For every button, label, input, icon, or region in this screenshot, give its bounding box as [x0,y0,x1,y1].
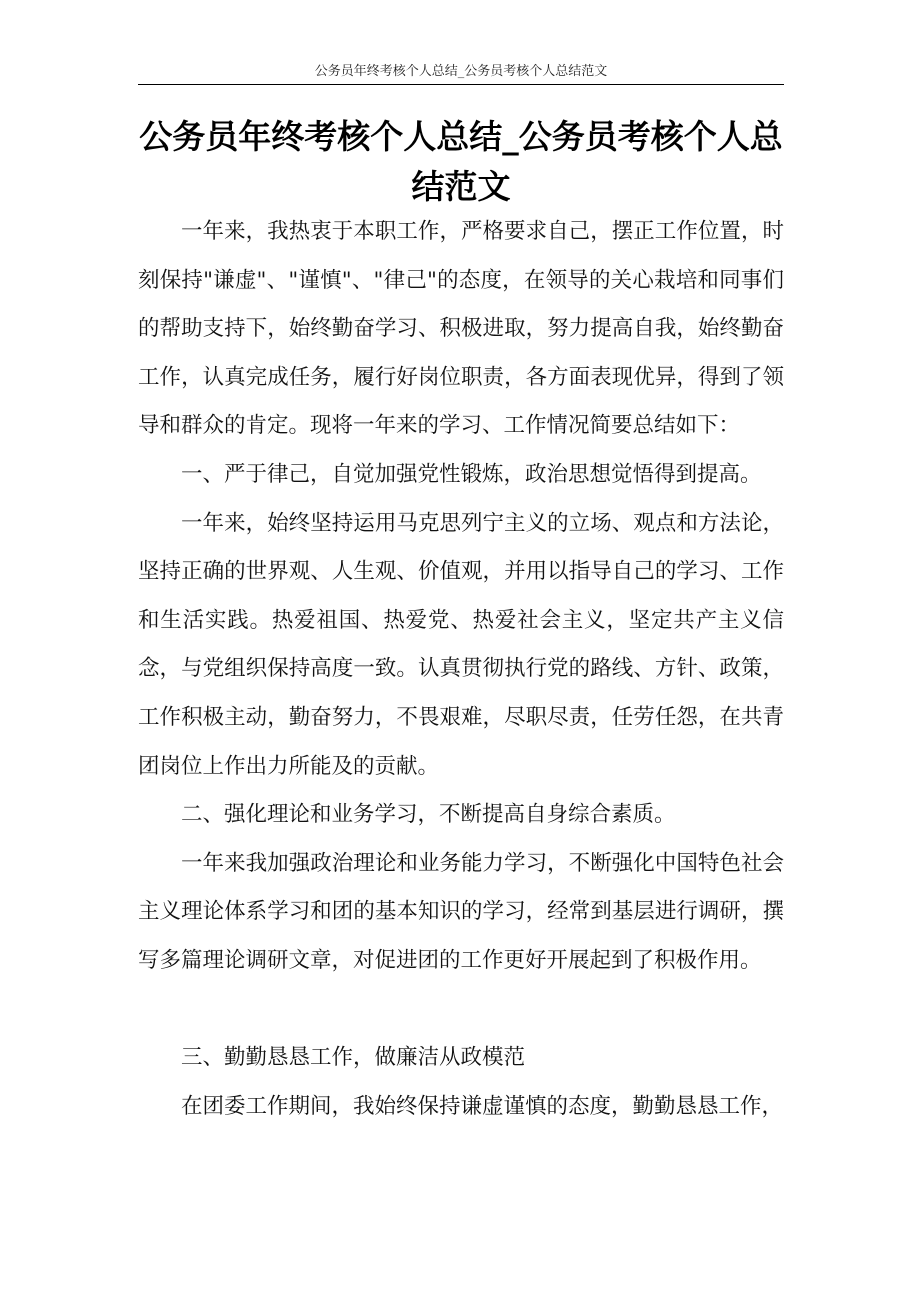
running-header: 公务员年终考核个人总结_公务员考核个人总结范文 [314,64,608,79]
intro-paragraph: 一年来，我热衷于本职工作，严格要求自己，摆正工作位置，时刻保持"谦虚"、"谨慎"、"律己"的态度，在领导的关心栽培和同事们的帮助支持下，始终勤奋学习、积极进取，努力提高自我，始终勤奋工作，认真完成任务，履行好岗位职责，各方面表现优异，得到了领导和群众的肯定。现将一年来的学习、工作情况简要总结如下： [138,219,784,439]
section-heading-1: 一、严于律己，自觉加强党性锻炼，政治思想觉悟得到提高。 [181,461,762,487]
header-divider [138,84,784,85]
section-heading-3: 三、勤勤恳恳工作，做廉洁从政模范 [181,1045,526,1071]
section-3-paragraph: 在团委工作期间，我始终保持谦虚谨慎的态度，勤勤恳恳工作， [181,1093,784,1119]
section-1-paragraph: 一年来，始终坚持运用马克思列宁主义的立场、观点和方法论，坚持正确的世界观、人生观、价值观，并用以指导自己的学习、工作和生活实践。热爱祖国、热爱党、热爱社会主义，坚定共产主义信念，与党组织保持高度一致。认真贯彻执行党的路线、方针、政策，工作积极主动，勤奋努力，不畏艰难，尽职尽责，任劳任怨，在共青团岗位上作出力所能及的贡献。 [138,510,784,779]
section-2-paragraph: 一年来我加强政治理论和业务能力学习，不断强化中国特色社会主义理论体系学习和团的基本知识的学习，经常到基层进行调研，撰写多篇理论调研文章，对促进团的工作更好开展起到了积极作用。 [138,850,784,973]
document-title: 公务员年终考核个人总结_公务员考核个人总结范文 [139,117,783,206]
document-body [138,208,784,1131]
section-heading-2: 二、强化理论和业务学习，不断提高自身综合素质。 [181,802,676,828]
